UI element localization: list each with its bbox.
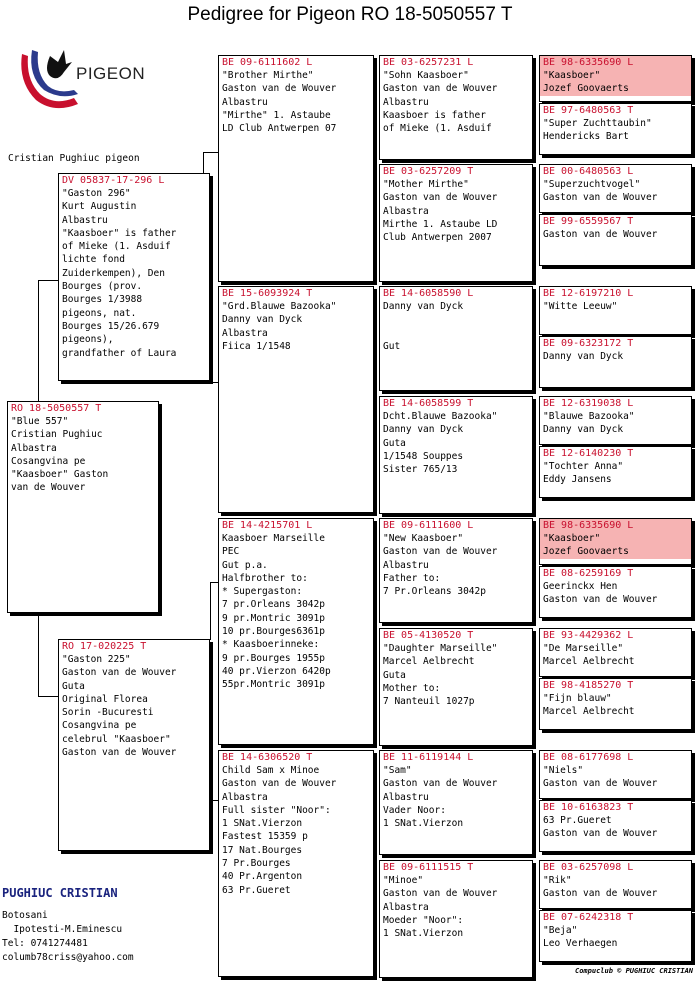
pigeon-details: Geerinckx Hen Gaston van de Wouver <box>543 581 658 606</box>
pigeon-logo <box>14 42 144 112</box>
pigeon-card-ssd <box>379 164 533 282</box>
pigeon-details: "Beja" Leo Verhaegen <box>543 925 618 950</box>
pigeon-card-ddd <box>379 860 533 978</box>
pigeon-details: "Gaston 225" Gaston van de Wouver Guta Original Florea Sorin -Bucuresti Cosangvina pe celebrul "Kaasboer" Gaston van de Wouver <box>62 654 177 759</box>
pigeon-details: Danny van Dyck Gut <box>383 301 464 352</box>
pigeon-card-gg4-sire <box>539 396 692 445</box>
pigeon-card-gg3-dam <box>539 336 692 388</box>
pigeon-details: Danny van Dyck <box>543 351 624 362</box>
ring-number: BE 99-6559567 T <box>543 216 634 227</box>
pigeon-card-gg5-sire <box>539 518 692 565</box>
pigeon-card-gg5-dam <box>539 566 692 618</box>
pigeon-details: "Kaasboer" Jozef Goovaerts <box>540 531 691 559</box>
pigeon-details: "Blue 557" Cristian Pughiuc Albastra Cosangvina pe "Kaasboer" Gaston van de Wouver <box>11 416 109 494</box>
breeder-contact: Botosani Ipotesti-M.Eminescu Tel: 0741274481 columb78criss@yahoo.com <box>2 910 134 963</box>
pigeon-card-gg6-sire <box>539 628 692 677</box>
pigeon-card-sire-dam <box>218 286 374 513</box>
pigeon-card-subject <box>7 401 159 613</box>
ring-number: BE 14-4215701 L <box>222 520 313 531</box>
page-title: Pedigree for Pigeon RO 18-5050557 T <box>187 4 513 25</box>
pigeon-details: "Witte Leeuw" <box>543 301 618 312</box>
pigeon-details: Gaston van de Wouver <box>543 229 658 240</box>
ring-number: BE 93-4429362 L <box>543 630 634 641</box>
pigeon-details: "De Marseille" Marcel Aelbrecht <box>543 643 635 668</box>
ring-number: BE 15-6093924 T <box>222 288 313 299</box>
ring-number: RO 18-5050557 T <box>11 403 102 414</box>
pigeon-details: "Tochter Anna" Eddy Jansens <box>543 461 624 486</box>
pigeon-details: "Sohn Kaasboer" Gaston van de Wouver Albastru Kaasboer is father of Mieke (1. Asduif <box>383 70 498 135</box>
pigeon-details: "Kaasboer" Jozef Goovaerts <box>540 68 691 96</box>
connector-line <box>210 382 218 383</box>
ring-number: BE 03-6257231 L <box>383 57 474 68</box>
pigeon-card-dsd <box>379 628 533 746</box>
ring-number: BE 00-6480563 L <box>543 166 634 177</box>
pigeon-details: "New Kaasboer" Gaston van de Wouver Albastru Father to: 7 Pr.Orleans 3042p <box>383 533 498 598</box>
pigeon-details: "Mother Mirthe" Gaston van de Wouver Albastra Mirthe 1. Astaube LD Club Antwerpen 2007 <box>383 179 498 244</box>
ring-number: BE 14-6306520 T <box>222 752 313 763</box>
pigeon-card-gg6-dam <box>539 678 692 730</box>
ring-number: BE 98-6335690 L <box>540 56 691 68</box>
ring-number: BE 10-6163823 T <box>543 802 634 813</box>
connector-line <box>203 152 218 153</box>
breeder-name: PUGHIUC CRISTIAN <box>2 886 118 900</box>
connector-line <box>38 280 58 281</box>
connector-line <box>210 582 211 640</box>
pigeon-details: "Brother Mirthe" Gaston van de Wouver Albastru "Mirthe" 1. Astaube LD Club Antwerpen 07 <box>222 70 337 135</box>
pigeon-card-sds <box>379 286 533 391</box>
compuclub-credit: Compuclub © PUGHIUC CRISTIAN <box>575 967 694 975</box>
pigeon-card-gg8-dam <box>539 910 692 962</box>
pigeon-card-gg3-sire <box>539 286 692 335</box>
ring-number: RO 17-020225 T <box>62 641 147 652</box>
pigeon-details: Kaasboer Marseille PEC Gut p.a. Halfbrother to: * Supergaston: 7 pr.Orleans 3042p 9 pr.Montric 3091p 10 pr.Bourges6361p * Kaasboerinneke: 9 pr.Bourges 1955p 40 pr.Vierzon 6420p 55pr.Montric 3091p <box>222 533 331 691</box>
connector-line <box>203 152 204 174</box>
pigeon-details: "Rik" Gaston van de Wouver <box>543 875 658 900</box>
pigeon-card-gg4-dam <box>539 446 692 498</box>
ring-number: BE 14-6058590 L <box>383 288 474 299</box>
connector-line <box>38 696 58 697</box>
pigeon-card-gg1-sire <box>539 55 692 102</box>
ring-number: BE 12-6197210 L <box>543 288 634 299</box>
ring-number: BE 03-6257098 L <box>543 862 634 873</box>
ring-number: BE 05-4130520 T <box>383 630 474 641</box>
pigeon-card-gg2-sire <box>539 164 692 213</box>
logo-text: PIGEON <box>76 64 146 83</box>
ring-number: BE 03-6257209 T <box>383 166 474 177</box>
pigeon-details: "Sam" Gaston van de Wouver Albastru Vader Noor: 1 SNat.Vierzon <box>383 765 498 830</box>
pigeon-details: Child Sam x Minoe Gaston van de Wouver Albastra Full sister "Noor": 1 SNat.Vierzon Fastest 15359 p 17 Nat.Bourges 7 Pr.Bourges 40 Pr.Argenton 63 Pr.Gueret <box>222 765 337 896</box>
pigeon-card-dam <box>58 639 210 851</box>
ring-number: BE 08-6177698 L <box>543 752 634 763</box>
pigeon-details: "Super Zuchttaubin" Hendericks Bart <box>543 118 652 143</box>
connector-line <box>210 765 211 800</box>
pigeon-card-dss <box>379 518 533 623</box>
pigeon-details: "Grd.Blauwe Bazooka" Danny van Dyck Albastra Fiica 1/1548 <box>222 301 337 352</box>
pigeon-details: "Blauwe Bazooka" Danny van Dyck <box>543 411 635 436</box>
pigeon-card-gg8-sire <box>539 860 692 909</box>
ring-number: BE 08-6259169 T <box>543 568 634 579</box>
pigeon-card-sire-sire <box>218 55 374 282</box>
pigeon-card-gg2-dam <box>539 214 692 266</box>
connector-line <box>210 800 218 801</box>
ring-number: BE 09-6111602 L <box>222 57 313 68</box>
ring-number: BE 07-6242318 T <box>543 912 634 923</box>
ring-number: BE 09-6111600 L <box>383 520 474 531</box>
pigeon-details: "Gaston 296" Kurt Augustin Albastru "Kaasboer" is father of Mieke (1. Asduif lichte fond Zuiderkempen), Den Bourges (prov. Bourges 1/3988 pigeons, nat. Bourges 15/26.679 pigeons), grandfather of Laura <box>62 188 177 359</box>
ring-number: BE 14-6058599 T <box>383 398 474 409</box>
connector-line <box>38 613 39 696</box>
pigeon-details: "Fijn blauw" Marcel Aelbrecht <box>543 693 635 718</box>
pigeon-card-dam-sire <box>218 518 374 745</box>
ring-number: BE 12-6319038 L <box>543 398 634 409</box>
pigeon-details: "Superzuchtvogel" Gaston van de Wouver <box>543 179 658 204</box>
pigeon-details: "Daughter Marseille" Marcel Aelbrecht Guta Mother to: 7 Nanteuil 1027p <box>383 643 498 708</box>
pigeon-card-gg1-dam <box>539 103 692 155</box>
pigeon-card-gg7-sire <box>539 750 692 799</box>
connector-line <box>38 280 39 402</box>
ring-number: BE 09-6323172 T <box>543 338 634 349</box>
ring-number: BE 09-6111515 T <box>383 862 474 873</box>
ring-number: BE 12-6140230 T <box>543 448 634 459</box>
ring-number: BE 11-6119144 L <box>383 752 474 763</box>
ring-number: BE 97-6480563 T <box>543 105 634 116</box>
pigeon-details: 63 Pr.Gueret Gaston van de Wouver <box>543 815 658 840</box>
connector-line <box>210 582 218 583</box>
pigeon-card-sss <box>379 55 533 160</box>
pigeon-card-gg7-dam <box>539 800 692 852</box>
pigeon-details: "Niels" Gaston van de Wouver <box>543 765 658 790</box>
owner-line: Cristian Pughiuc pigeon <box>8 153 140 164</box>
pigeon-card-dds <box>379 750 533 855</box>
ring-number: BE 98-4185270 T <box>543 680 634 691</box>
pigeon-card-sire <box>58 173 210 381</box>
pigeon-card-dam-dam <box>218 750 374 977</box>
ring-number: DV 05837-17-296 L <box>62 175 165 186</box>
pigeon-details: "Minoe" Gaston van de Wouver Albastra Moeder "Noor": 1 SNat.Vierzon <box>383 875 498 940</box>
pigeon-details: Dcht.Blauwe Bazooka" Danny van Dyck Guta 1/1548 Souppes Sister 765/13 <box>383 411 498 476</box>
pigeon-card-sdd <box>379 396 533 514</box>
ring-number: BE 98-6335690 L <box>540 519 691 531</box>
